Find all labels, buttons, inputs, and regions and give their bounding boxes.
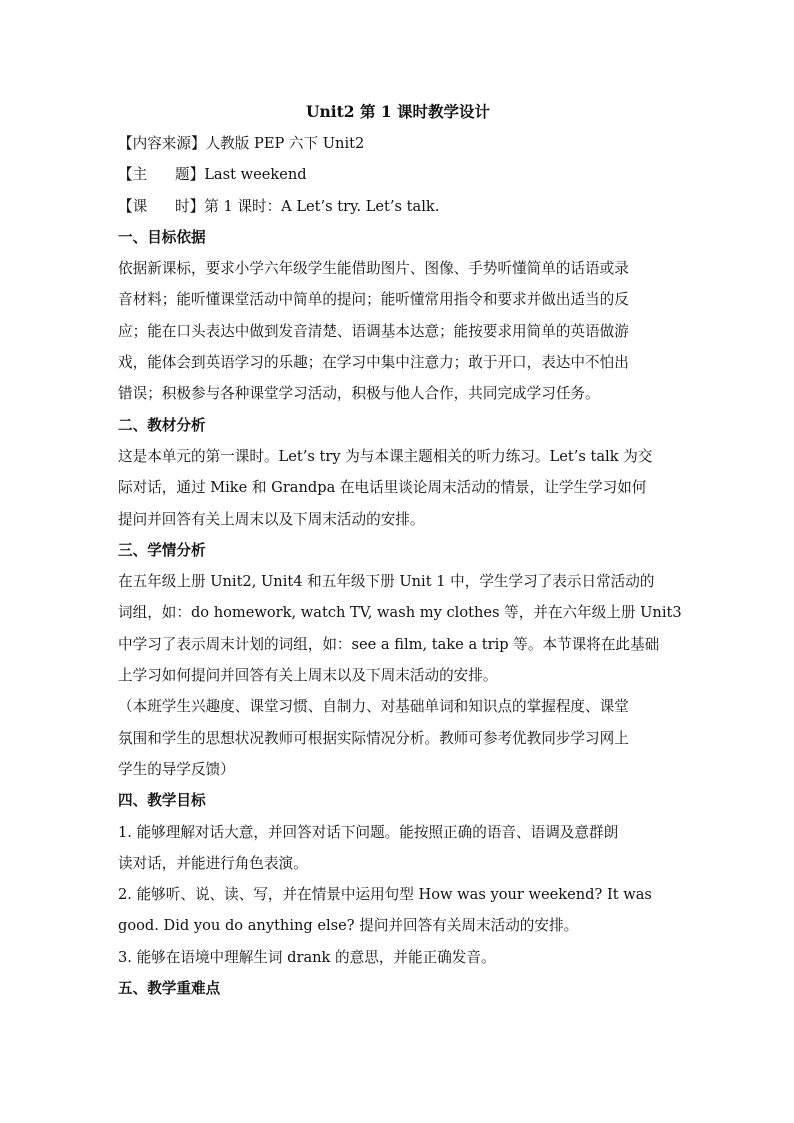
meta-topic-label: 【主 题】 bbox=[118, 166, 205, 184]
paragraph-line: 错误；积极参与各种课堂学习活动，积极与他人合作，共同完成学习任务。 bbox=[118, 385, 600, 403]
document-title: Unit2 第 1 课时教学设计 bbox=[305, 102, 491, 121]
paragraph-line: 音材料；能听懂课堂活动中简单的提问；能听懂常用指令和要求并做出适当的反 bbox=[118, 291, 629, 309]
paragraph-line: 学生的导学反馈） bbox=[118, 760, 235, 778]
paragraph-line: 提问并回答有关上周末以及下周末活动的安排。 bbox=[118, 510, 425, 528]
meta-period-label: 【课 时】 bbox=[118, 197, 205, 215]
paragraph-line: 1. 能够理解对话大意，并回答对话下问题。能按照正确的语音、语调及意群朗 bbox=[118, 823, 619, 841]
paragraph-line: 这是本单元的第一课时。Let’s try 为与本课主题相关的听力练习。Let’s talk 为交 bbox=[118, 447, 653, 465]
meta-source bbox=[118, 128, 678, 159]
meta-source-value: 人教版 PEP 六下 Unit2 bbox=[205, 135, 365, 152]
paragraph-line: 3. 能够在语境中理解生词 drank 的意思，并能正确发音。 bbox=[118, 948, 496, 966]
paragraph-line: 氛围和学生的思想状况教师可根据实际情况分析。教师可参考优教同步学习网上 bbox=[118, 729, 629, 747]
paragraph-line: 2. 能够听、说、读、写，并在情景中运用句型 How was your weekend? It was bbox=[118, 886, 652, 904]
section-heading-teaching-objectives: 四、教学目标 bbox=[118, 792, 206, 810]
paragraph-line: （本班学生兴趣度、课堂习惯、自制力、对基础单词和知识点的掌握程度、课堂 bbox=[118, 698, 629, 716]
section-heading-material-analysis: 二、教材分析 bbox=[118, 416, 206, 434]
paragraph-line: good. Did you do anything else? 提问并回答有关周末活动的安排。 bbox=[118, 917, 579, 935]
paragraph-line: 上学习如何提问并回答有关上周末以及下周末活动的安排。 bbox=[118, 667, 498, 685]
paragraph-line: 读对话，并能进行角色表演。 bbox=[118, 854, 308, 872]
document-body bbox=[118, 98, 682, 1004]
section-heading-objective-basis: 一、目标依据 bbox=[118, 228, 206, 246]
meta-period-value: 第 1 课时：A Let’s try. Let’s talk. bbox=[204, 197, 440, 215]
paragraph-line: 在五年级上册 Unit2, Unit4 和五年级下册 Unit 1 中，学生学习了表示日常活动的 bbox=[118, 573, 655, 591]
meta-topic-value: Last weekend bbox=[204, 166, 307, 184]
meta-period bbox=[118, 191, 678, 222]
section-heading-key-difficulties: 五、教学重难点 bbox=[118, 980, 221, 998]
meta-topic bbox=[118, 159, 678, 190]
paragraph-line: 中学习了表示周末计划的词组，如：see a film, take a trip 等。本节课将在此基础 bbox=[118, 635, 660, 653]
paragraph-line: 依据新课标，要求小学六年级学生能借助图片、图像、手势听懂简单的话语或录 bbox=[118, 260, 629, 278]
paragraph-line: 词组，如：do homework, watch TV, wash my clothes 等，并在六年级上册 Unit3 bbox=[118, 604, 682, 622]
section-heading-learner-analysis: 三、学情分析 bbox=[118, 541, 206, 559]
paragraph-line: 应；能在口头表达中做到发音清楚、语调基本达意；能按要求用简单的英语做游 bbox=[118, 322, 629, 340]
paragraph-line: 戏，能体会到英语学习的乐趣；在学习中集中注意力；敢于开口，表达中不怕出 bbox=[118, 354, 629, 372]
paragraph-line: 际对话，通过 Mike 和 Grandpa 在电话里谈论周末活动的情景，让学生学习如何 bbox=[118, 479, 647, 497]
meta-source-label: 【内容来源】 bbox=[118, 135, 206, 152]
